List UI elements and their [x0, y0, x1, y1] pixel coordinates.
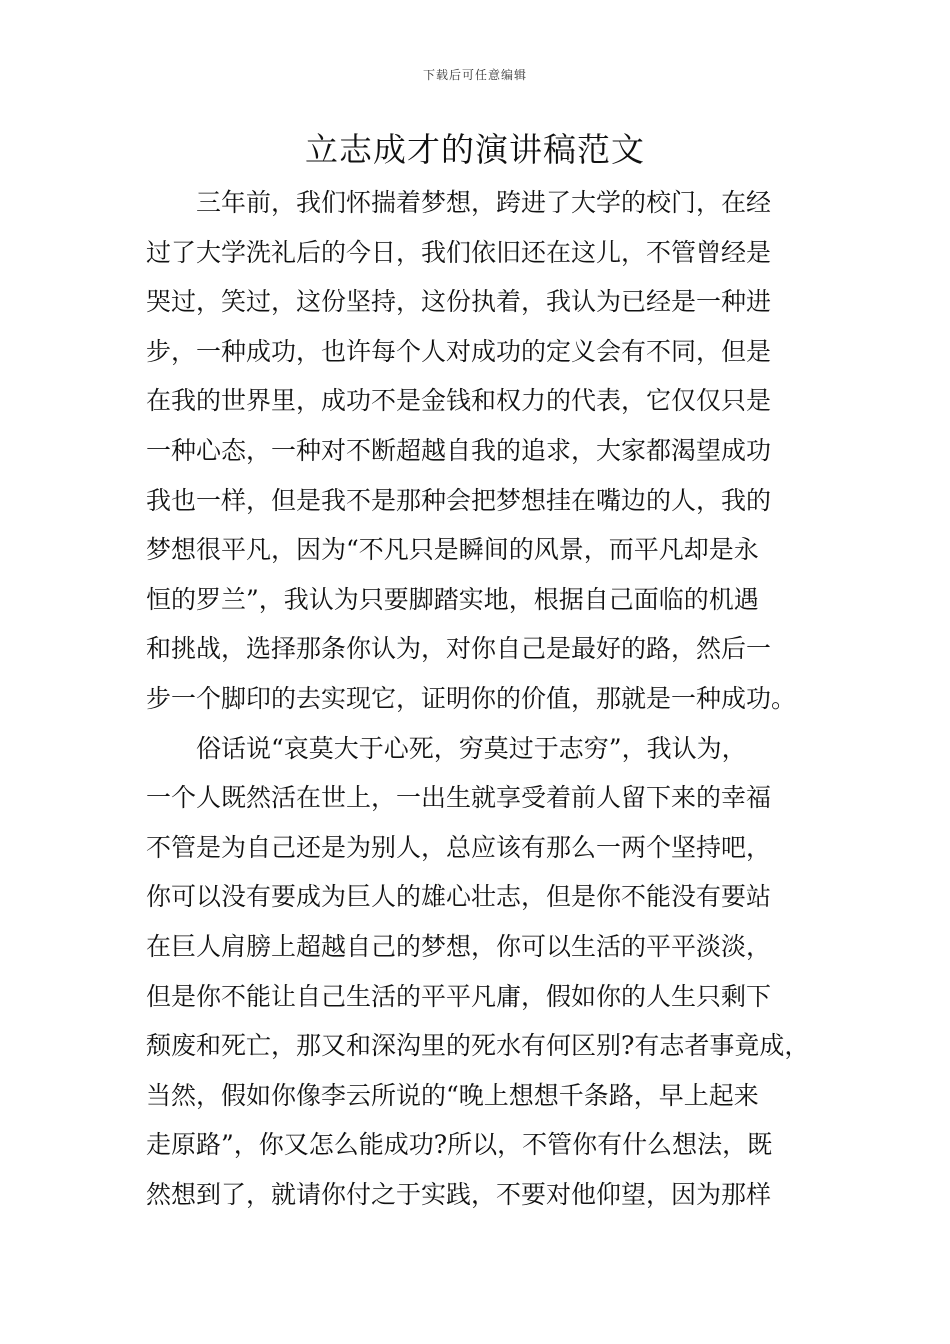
text-line: 然想到了，就请你付之于实践，不要对他仰望，因为那样	[146, 1179, 772, 1209]
body-text	[146, 178, 826, 1219]
text-line: 在我的世界里，成功不是金钱和权力的代表，它仅仅只是	[146, 386, 772, 416]
text-line: 但是你不能让自己生活的平平凡庸，假如你的人生只剩下	[146, 981, 772, 1011]
header-note: 下载后可任意编辑	[422, 68, 527, 82]
text-line: 梦想很平凡，因为“不凡只是瞬间的风景，而平凡却是永	[146, 535, 759, 565]
text-line: 我也一样，但是我不是那种会把梦想挂在嘴边的人，我的	[146, 485, 772, 515]
text-line: 恒的罗兰”，我认为只要脚踏实地，根据自己面临的机遇	[146, 584, 759, 614]
text-line: 过了大学洗礼后的今日，我们依旧还在这儿，不管曾经是	[146, 237, 772, 267]
text-line: 哭过，笑过，这份坚持，这份执着，我认为已经是一种进	[146, 287, 772, 317]
text-line: 不管是为自己还是为别人，总应该有那么一两个坚持吧，	[146, 832, 772, 862]
text-line: 走原路”，你又怎么能成功?所以，不管你有什么想法，既	[146, 1130, 773, 1160]
text-line: 当然，假如你像李云所说的“晚上想想千条路，早上起来	[146, 1080, 759, 1110]
text-line: 步，一种成功，也许每个人对成功的定义会有不同，但是	[146, 336, 772, 366]
text-line: 三年前，我们怀揣着梦想，跨进了大学的校门，在经	[146, 188, 772, 217]
document-title: 立志成才的演讲稿范文	[305, 130, 645, 169]
text-line: 和挑战，选择那条你认为，对你自己是最好的路，然后一	[146, 634, 772, 664]
text-line: 颓废和死亡，那又和深沟里的死水有何区别?有志者事竟成，	[146, 1031, 810, 1061]
text-line: 一个人既然活在世上，一出生就享受着前人留下来的幸福	[146, 783, 772, 813]
text-line: 在巨人肩膀上超越自己的梦想，你可以生活的平平淡淡，	[146, 931, 772, 961]
text-line: 一种心态，一种对不断超越自我的追求，大家都渴望成功	[146, 435, 772, 465]
text-line: 俗话说“哀莫大于心死，穷莫过于志穷”，我认为，	[146, 733, 747, 763]
text-line: 你可以没有要成为巨人的雄心壮志，但是你不能没有要站	[146, 882, 772, 912]
text-line: 步一个脚印的去实现它，证明你的价值，那就是一种成功。	[146, 683, 797, 713]
